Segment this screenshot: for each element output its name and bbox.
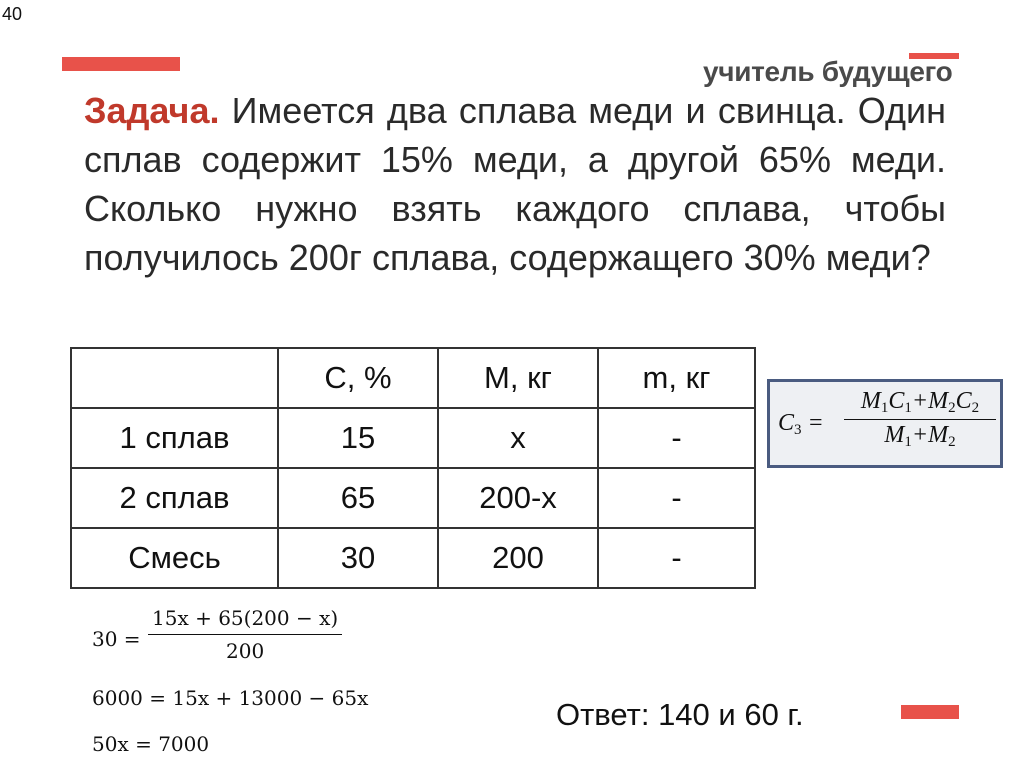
table-cell: 2 сплав [71, 468, 278, 528]
equation-3: 50x = 7000 [92, 732, 210, 756]
formula-lhs: $C_3$ = [778, 410, 824, 438]
table-row [71, 408, 755, 468]
table-cell: Смесь [71, 528, 278, 588]
slide-number: 40 [2, 4, 23, 24]
equation-1-lhs: 30 = [92, 627, 141, 651]
data-table [70, 347, 756, 589]
table-header-cell [71, 348, 278, 408]
table-cell: 200 [438, 528, 598, 588]
table-row [71, 468, 755, 528]
formula-numerator: $M_1C_1+M_2C_2$ [844, 388, 996, 420]
formula-fraction [844, 388, 996, 451]
mixture-formula [767, 379, 1003, 468]
table-header-row [71, 348, 755, 408]
table-cell: - [598, 408, 755, 468]
equation-1-denominator: 200 [226, 639, 265, 663]
table-cell: 15 [278, 408, 438, 468]
equation-1-numerator: 15x + 65(200 − x) [148, 606, 342, 635]
table-cell: 1 сплав [71, 408, 278, 468]
table-cell: - [598, 528, 755, 588]
accent-bar-top [62, 57, 180, 71]
table-cell: 30 [278, 528, 438, 588]
table-cell: 200-x [438, 468, 598, 528]
table-row [71, 528, 755, 588]
table-cell: 65 [278, 468, 438, 528]
logo: учитель будущего [703, 56, 953, 87]
equation-1-fraction [148, 606, 342, 663]
problem-text: Имеется два сплава меди и свинца. Один сплав содержит 15% меди, а другой 65% меди. Сколько нужно взять каждого сплава, чтобы получилось 200г сплава, содержащего 30% меди? [84, 90, 946, 278]
formula-denominator: $M_1+M_2$ [884, 422, 956, 450]
answer-text: Ответ: 140 и 60 г. [556, 697, 804, 732]
table-cell: x [438, 408, 598, 468]
table-header-cell: C, % [278, 348, 438, 408]
equation-2: 6000 = 15x + 13000 − 65x [92, 686, 369, 710]
table-header-cell: M, кг [438, 348, 598, 408]
table-cell: - [598, 468, 755, 528]
table-header-cell: m, кг [598, 348, 755, 408]
accent-bar-bottom [901, 705, 959, 719]
problem-statement [84, 86, 946, 282]
problem-label: Задача. [84, 90, 220, 131]
